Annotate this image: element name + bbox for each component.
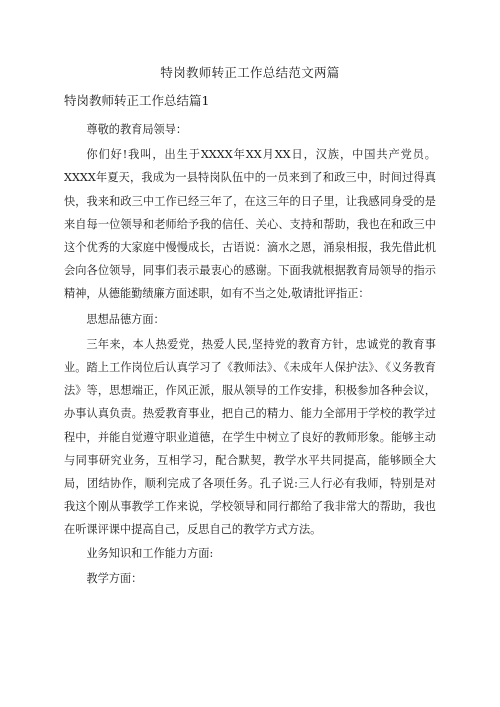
section-label-ideology: 思想品德方面： <box>86 312 165 326</box>
salutation-paragraph: 尊敬的教育局领导： <box>86 123 188 136</box>
section-label-teaching: 教学方面： <box>86 571 143 585</box>
document-body <box>64 118 436 592</box>
section-label-business: 业务知识和工作能力方面: <box>86 546 214 560</box>
document-title: 特岗教师转正工作总结范文两篇 <box>160 65 340 80</box>
intro-paragraph: 你们好!我叫，出生于XXXX年XX月XX日，汉族，中国共产党员。XXXX年夏天，我成为一县特岗队伍中的一员来到了和政三中，时间过得真快，我来和政三中工作已经三年了，在这三年的日子里，让我感同身受的是来自每一位领导和老师给予我的信任、关心、支持和帮助，我也在和政三中这个优秀的大家庭中慢慢成长，古语说：滴水之恩，涌泉相报，我先借此机会向各位领导，同事们表示最衷心的感谢。下面我就根据教育局领导的指示精神，从德能勤绩廉方面述职，如有不当之处,敬请批评指正： <box>64 148 436 301</box>
ideology-paragraph: 三年来，本人热爱党，热爱人民,坚持党的教育方针，忠诚党的教育事业。踏上工作岗位后认真学习了《教师法》、《未成年人保护法》、《义务教育法》等，思想端正，作风正派，服从领导的工作安排，积极参加各种会议，办事认真负责。热爱教育事业，把自己的精力、能力全部用于学校的教学过程中，并能自觉遵守职业道德，在学生中树立了良好的教师形象。能够主动与同事研究业务，互相学习，配合默契，教学水平共同提高，能够顾全大局，团结协作，顺利完成了各项任务。孔子说:三人行必有我师，特别是对我这个刚从事教学工作来说，学校领导和同行都给了我非常大的帮助，我也在听课评课中提高自己，反思自己的教学方式方法。 <box>64 337 436 537</box>
section-heading: 特岗教师转正工作总结篇1 <box>64 93 210 108</box>
